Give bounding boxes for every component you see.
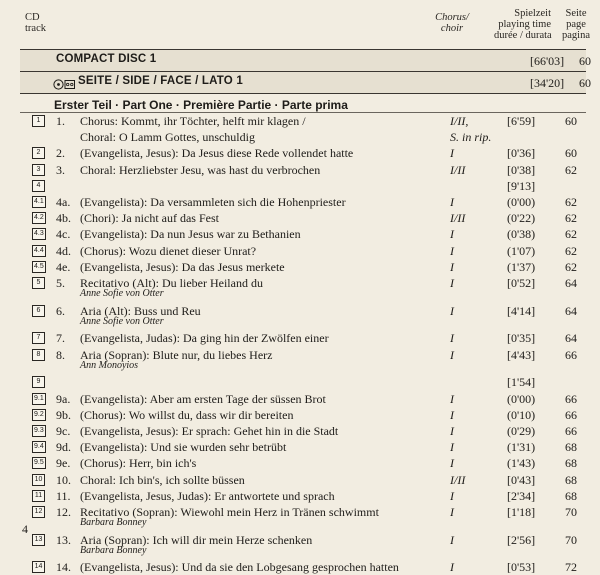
libretto-page: 68 bbox=[565, 456, 577, 471]
movement-number: 2. bbox=[56, 146, 65, 161]
compact-disc-row bbox=[20, 49, 591, 72]
movement-title: (Evangelista): Und sie wurden sehr betrübt bbox=[80, 440, 287, 455]
header-chorus-choir: Chorus/ choir bbox=[435, 12, 469, 34]
track-number-box: 2 bbox=[32, 147, 45, 159]
libretto-page: 64 bbox=[565, 276, 577, 290]
choir-assignment: I bbox=[450, 347, 454, 362]
movement-title: (Evangelista, Jesus, Judas): Er antwortete und sprach bbox=[80, 488, 335, 503]
libretto-page: 66 bbox=[565, 391, 577, 406]
playing-time: [0'36] bbox=[507, 146, 536, 161]
playing-time: [2'56] bbox=[507, 532, 536, 547]
cd-mc-icon bbox=[53, 77, 75, 95]
track-number-box: 9.2 bbox=[32, 409, 46, 421]
movement-title: (Evangelista, Jesus): Da Jesus diese Rede vollendet hatte bbox=[80, 146, 354, 161]
part-title: Erster Teil · Part One · Première Partie · Parte prima bbox=[54, 98, 348, 112]
track-row bbox=[0, 330, 600, 346]
track-row bbox=[0, 423, 600, 439]
playing-time: [0'53] bbox=[507, 560, 536, 575]
choir-assignment: I bbox=[450, 195, 454, 209]
playing-time: (0'38) bbox=[507, 227, 536, 242]
movement-title: Aria (Sopran): Ich will dir mein Herze schenken bbox=[80, 532, 313, 547]
movement-number: 3. bbox=[56, 162, 65, 177]
playing-time: [6'59] bbox=[507, 114, 536, 128]
choir-assignment: I bbox=[450, 488, 454, 503]
movement-number: 9c. bbox=[56, 423, 71, 438]
track-number-box: 1 bbox=[32, 115, 45, 127]
movement-title: Aria (Alt): Buss und Reu bbox=[80, 303, 201, 318]
movement-number: 4d. bbox=[56, 243, 71, 258]
track-row bbox=[0, 259, 600, 275]
choir-assignment: I bbox=[450, 259, 454, 274]
track-number-box: 4.4 bbox=[32, 245, 46, 257]
choir-assignment: I/II bbox=[450, 162, 466, 177]
track-row bbox=[0, 243, 600, 259]
side-label: SEITE / SIDE / FACE / LATO 1 bbox=[78, 75, 243, 87]
track-row bbox=[0, 455, 600, 471]
movement-title: (Evangelista): Da nun Jesus war zu Bethanien bbox=[80, 227, 301, 242]
playing-time: [4'43] bbox=[507, 347, 536, 362]
libretto-page: 62 bbox=[565, 195, 577, 209]
track-number-box: 4.2 bbox=[32, 212, 46, 224]
playing-time: (1'31) bbox=[507, 440, 536, 455]
libretto-page: 68 bbox=[565, 472, 577, 487]
track-number-box: 8 bbox=[32, 349, 45, 361]
movement-number: 9a. bbox=[56, 391, 71, 406]
track-row bbox=[0, 374, 600, 390]
choir-assignment: I bbox=[450, 146, 454, 161]
playing-time: [9'13] bbox=[507, 178, 536, 193]
movement-title: Choral: O Lamm Gottes, unschuldig bbox=[80, 130, 255, 145]
playing-time: (0'22) bbox=[507, 211, 536, 226]
movement-title: (Evangelista): Aber am ersten Tage der süssen Brot bbox=[80, 391, 326, 406]
movement-title: (Chorus): Herr, bin ich's bbox=[80, 456, 197, 471]
compact-disc-label: COMPACT DISC 1 bbox=[56, 53, 157, 65]
track-row bbox=[0, 407, 600, 423]
performer-name: Anne Sofie von Otter bbox=[80, 288, 164, 300]
movement-number: 7. bbox=[56, 331, 65, 346]
movement-number: 6. bbox=[56, 303, 65, 318]
movement-number: 14. bbox=[56, 560, 71, 575]
choir-assignment: S. in rip. bbox=[450, 130, 492, 145]
movement-title: (Chori): Ja nicht auf das Fest bbox=[80, 211, 219, 226]
track-number-box: 14 bbox=[32, 561, 45, 573]
libretto-page: 60 bbox=[565, 146, 577, 161]
choir-assignment: I bbox=[450, 227, 454, 242]
choir-assignment: I bbox=[450, 456, 454, 471]
performer-name: Ann Monoyios bbox=[80, 359, 139, 371]
movement-number: 8. bbox=[56, 347, 65, 362]
header-cd-track: CD track bbox=[25, 12, 46, 34]
playing-time: [0'43] bbox=[507, 472, 536, 487]
track-number-box: 9.5 bbox=[32, 457, 46, 469]
choir-assignment: I bbox=[450, 391, 454, 406]
track-row bbox=[0, 162, 600, 178]
playing-time: [2'34] bbox=[507, 488, 536, 503]
movement-title: (Chorus): Wo willst du, dass wir dir bereiten bbox=[80, 407, 294, 422]
performer-name: Anne Sofie von Otter bbox=[80, 315, 164, 327]
track-number-box: 9 bbox=[32, 376, 45, 388]
choir-assignment: I bbox=[450, 532, 454, 547]
side-time: [34'20] bbox=[530, 76, 565, 90]
choir-assignment: I bbox=[450, 243, 454, 258]
libretto-page: 72 bbox=[565, 560, 577, 575]
movement-number: 4c. bbox=[56, 227, 71, 242]
track-number-box: 5 bbox=[32, 277, 45, 289]
movement-number: 12. bbox=[56, 504, 71, 519]
movement-title: Recitativo (Alt): Du lieber Heiland du bbox=[80, 276, 263, 290]
track-row bbox=[0, 129, 600, 145]
choir-assignment: I bbox=[450, 303, 454, 318]
libretto-page: 70 bbox=[565, 532, 577, 547]
movement-title: (Evangelista): Da versammleten sich die Hohenpriester bbox=[80, 195, 346, 209]
side-row bbox=[20, 71, 591, 94]
libretto-page: 64 bbox=[565, 331, 577, 346]
track-row bbox=[0, 226, 600, 242]
track-number-box: 13 bbox=[32, 534, 45, 546]
movement-title: (Evangelista, Judas): Da ging hin der Zwölfen einer bbox=[80, 331, 329, 346]
footer-page-number: 4 bbox=[22, 522, 28, 536]
movement-title: Recitativo (Sopran): Wiewohl mein Herz in Tränen schwimmt bbox=[80, 504, 379, 519]
libretto-page: 62 bbox=[565, 227, 577, 242]
libretto-page: 68 bbox=[565, 488, 577, 503]
playing-time: (0'29) bbox=[507, 423, 536, 438]
header-page: Seite page pagina bbox=[562, 8, 590, 41]
track-number-box: 4.5 bbox=[32, 261, 46, 273]
track-number-box: 4 bbox=[32, 180, 45, 192]
choir-assignment: I bbox=[450, 560, 454, 575]
track-number-box: 9.3 bbox=[32, 425, 46, 437]
movement-title: (Chorus): Wozu dienet dieser Unrat? bbox=[80, 243, 257, 258]
movement-number: 5. bbox=[56, 276, 65, 290]
choir-assignment: I bbox=[450, 504, 454, 519]
movement-number: 4e. bbox=[56, 259, 71, 274]
playing-time: (0'00) bbox=[507, 391, 536, 406]
libretto-page: 60 bbox=[565, 114, 577, 128]
track-number-box: 4.3 bbox=[32, 228, 46, 240]
choir-assignment: I/II bbox=[450, 472, 466, 487]
libretto-page: 62 bbox=[565, 211, 577, 226]
libretto-page: 66 bbox=[565, 407, 577, 422]
playing-time: (1'37) bbox=[507, 259, 536, 274]
libretto-page: 66 bbox=[565, 347, 577, 362]
libretto-page: 62 bbox=[565, 243, 577, 258]
track-number-box: 12 bbox=[32, 506, 45, 518]
track-row bbox=[0, 210, 600, 226]
libretto-page: 68 bbox=[565, 440, 577, 455]
choir-assignment: I bbox=[450, 276, 454, 290]
track-row bbox=[0, 113, 600, 129]
compact-disc-time: [66'03] bbox=[530, 54, 565, 68]
libretto-page: 70 bbox=[565, 504, 577, 519]
movement-number: 1. bbox=[56, 114, 65, 128]
movement-number: 13. bbox=[56, 532, 71, 547]
movement-number: 9e. bbox=[56, 456, 71, 471]
track-number-box: 10 bbox=[32, 474, 45, 486]
playing-time: (0'00) bbox=[507, 195, 536, 209]
performer-name: Barbara Bonney bbox=[80, 544, 147, 556]
choir-assignment: I bbox=[450, 440, 454, 455]
playing-time: [0'38] bbox=[507, 162, 536, 177]
libretto-page: 62 bbox=[565, 259, 577, 274]
playing-time: (1'43) bbox=[507, 456, 536, 471]
playing-time: [1'54] bbox=[507, 375, 536, 390]
movement-title: (Evangelista, Jesus): Und da sie den Lobgesang gesprochen hatten bbox=[80, 560, 399, 575]
movement-title: Chorus: Kommt, ihr Töchter, helft mir klagen / bbox=[80, 114, 306, 128]
track-row bbox=[0, 559, 600, 575]
choir-assignment: I/II, bbox=[450, 114, 469, 128]
playing-time: [0'52] bbox=[507, 276, 536, 290]
libretto-page: 62 bbox=[565, 162, 577, 177]
header-playing-time: Spielzeit playing time durée / durata bbox=[494, 8, 552, 41]
track-row bbox=[0, 439, 600, 455]
playing-time: [4'14] bbox=[507, 303, 536, 318]
performer-name: Barbara Bonney bbox=[80, 517, 147, 529]
playing-time: (0'10) bbox=[507, 407, 536, 422]
libretto-page: 66 bbox=[565, 423, 577, 438]
track-row bbox=[0, 391, 600, 407]
movement-title: Choral: Ich bin's, ich sollte büssen bbox=[80, 472, 245, 487]
movement-number: 9b. bbox=[56, 407, 71, 422]
libretto-page: 64 bbox=[565, 303, 577, 318]
choir-assignment: I/II bbox=[450, 211, 466, 226]
playing-time: [1'18] bbox=[507, 504, 536, 519]
movement-number: 11. bbox=[56, 488, 71, 503]
side-page: 60 bbox=[579, 76, 591, 90]
track-number-box: 6 bbox=[32, 305, 45, 317]
choir-assignment: I bbox=[450, 331, 454, 346]
track-row bbox=[0, 145, 600, 161]
movement-number: 9d. bbox=[56, 440, 71, 455]
track-number-box: 4.1 bbox=[32, 196, 46, 208]
track-row bbox=[0, 178, 600, 194]
choir-assignment: I bbox=[450, 423, 454, 438]
track-row bbox=[0, 472, 600, 488]
movement-title: (Evangelista, Jesus): Da das Jesus merkete bbox=[80, 259, 285, 274]
track-number-box: 3 bbox=[32, 164, 45, 176]
movement-title: (Evangelista, Jesus): Er sprach: Gehet hin in die Stadt bbox=[80, 423, 339, 438]
track-number-box: 9.4 bbox=[32, 441, 46, 453]
playing-time: (1'07) bbox=[507, 243, 536, 258]
track-number-box: 7 bbox=[32, 332, 45, 344]
compact-disc-page: 60 bbox=[579, 54, 591, 68]
movement-number: 10. bbox=[56, 472, 71, 487]
movement-number: 4b. bbox=[56, 211, 71, 226]
movement-title: Aria (Sopran): Blute nur, du liebes Herz bbox=[80, 347, 273, 362]
choir-assignment: I bbox=[450, 407, 454, 422]
playing-time: [0'35] bbox=[507, 331, 536, 346]
track-number-box: 11 bbox=[32, 490, 45, 502]
movement-title: Choral: Herzliebster Jesu, was hast du verbrochen bbox=[80, 162, 321, 177]
track-row bbox=[0, 194, 600, 210]
movement-number: 4a. bbox=[56, 195, 71, 209]
track-number-box: 9.1 bbox=[32, 393, 46, 405]
track-row bbox=[0, 488, 600, 504]
